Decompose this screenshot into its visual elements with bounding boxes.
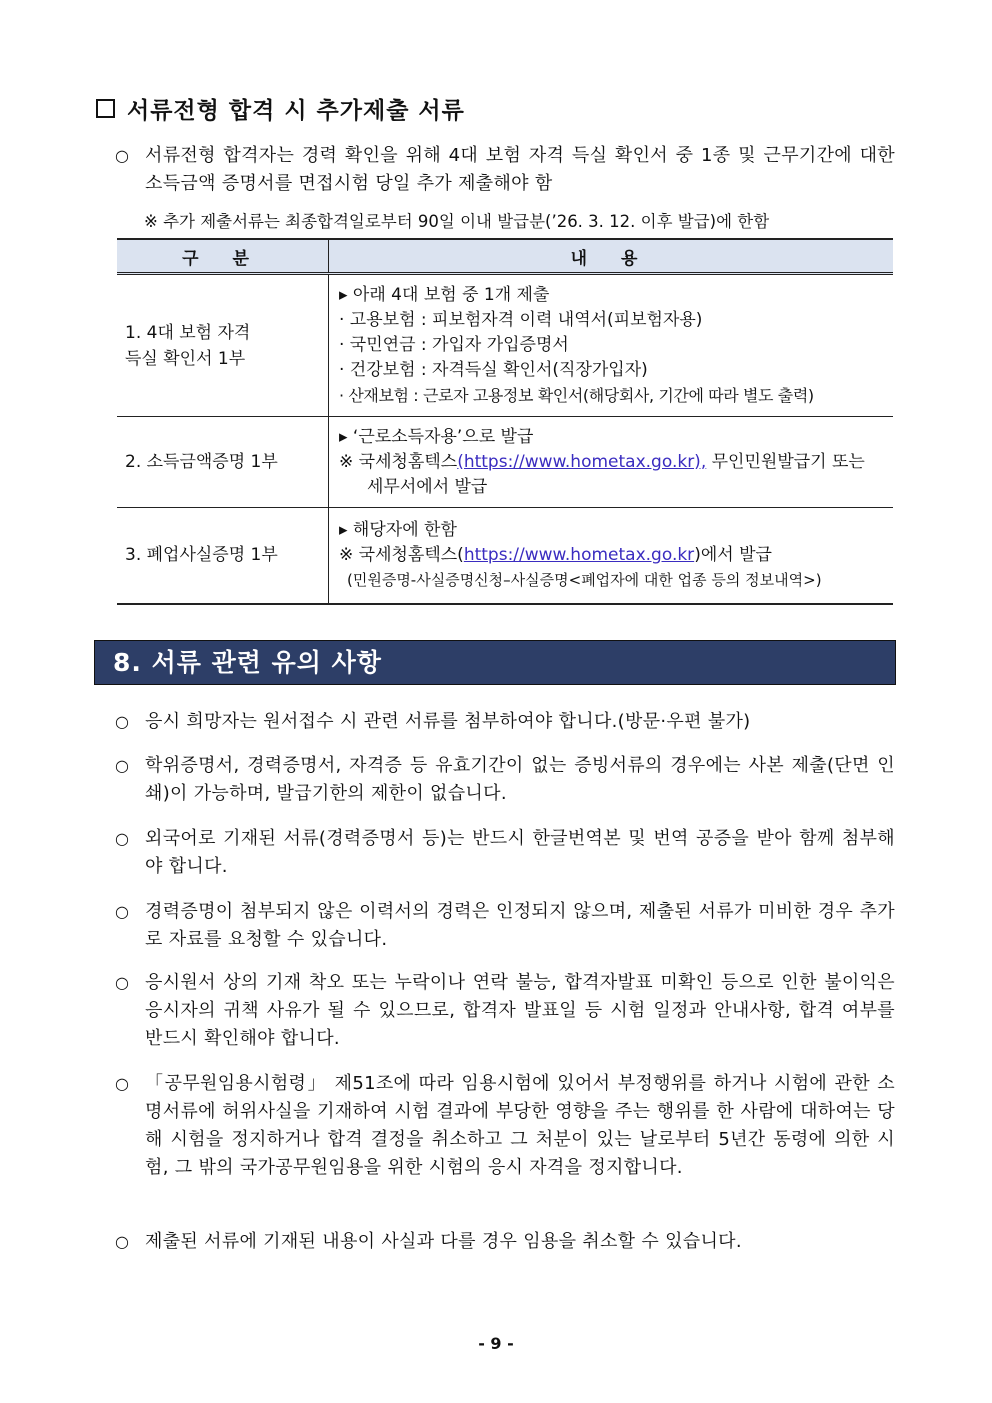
notice-item: ○ 응시 희망자는 원서접수 시 관련 서류를 첨부하여야 합니다.(방문·우편 불가): [115, 708, 895, 736]
notice-item: ○ 제출된 서류에 기재된 내용이 사실과 다를 경우 임용을 취소할 수 있습니다.: [115, 1228, 895, 1256]
page-number: - 9 -: [478, 1334, 514, 1353]
bullet-circle-icon: ○: [115, 1074, 129, 1093]
document-table: [117, 238, 893, 605]
bullet-circle-icon: ○: [115, 756, 129, 775]
row-content-income: ▸ ‘근로소득자용’으로 발급 ※ 국세청홈텍스(https://www.hometax.go.kr), 무인민원발급기 또는 세무서에서 발급: [329, 417, 894, 508]
row-content-insurance: ▸ 아래 4대 보험 중 1개 제출 · 고용보험 : 피보험자격 이력 내역서(피보험자용) · 국민연금 : 가입자 가입증명서 · 건강보험 : 자격득실 확인서(직장가입자) · 산재보험 : 근로자 고용정보 확인서(해당회사, 기간에 따라 별도 출력): [329, 274, 894, 417]
section-banner: 8. 서류 관련 유의 사항: [94, 640, 896, 685]
header-category: 구 분: [117, 239, 329, 274]
intro-bullet: ○ 서류전형 합격자는 경력 확인을 위해 4대 보험 자격 득실 확인서 중 1종 및 근무기간에 대한 소득금액 증명서를 면접시험 당일 추가 제출해야 함: [115, 142, 895, 198]
section-title: 서류전형 합격 시 추가제출 서류: [96, 92, 465, 125]
row-content-closure: ▸ 해당자에 한함 ※ 국세청홈텍스(https://www.hometax.go.kr)에서 발급 (민원증명-사실증명신청–사실증명<폐업자에 대한 업종 등의 정보내역>): [329, 508, 894, 604]
row-label-insurance: 1. 4대 보험 자격 득실 확인서 1부: [117, 274, 329, 417]
bullet-circle-icon: ○: [115, 1232, 129, 1251]
notice-item: ○ 외국어로 기재된 서류(경력증명서 등)는 반드시 한글번역본 및 번역 공증을 받아 함께 첨부해야 합니다.: [115, 825, 895, 881]
bullet-circle-icon: ○: [115, 712, 129, 731]
table-row: [117, 508, 893, 604]
issue-date-note: ※ 추가 제출서류는 최종합격일로부터 90일 이내 발급분(’26. 3. 12. 이후 발급)에 한함: [144, 212, 770, 231]
hometax-link[interactable]: https://www.hometax.go.kr: [463, 544, 695, 565]
notice-item: ○ 경력증명이 첨부되지 않은 이력서의 경력은 인정되지 않으며, 제출된 서류가 미비한 경우 추가로 자료를 요청할 수 있습니다.: [115, 898, 895, 954]
bullet-circle-icon: ○: [115, 902, 129, 921]
row-label-income: 2. 소득금액증명 1부: [117, 417, 329, 508]
bullet-circle-icon: ○: [115, 973, 129, 992]
table-row: [117, 274, 893, 417]
table-row: [117, 417, 893, 508]
row-label-closure: 3. 폐업사실증명 1부: [117, 508, 329, 604]
notice-item: ○ 학위증명서, 경력증명서, 자격증 등 유효기간이 없는 증빙서류의 경우에는 사본 제출(단면 인쇄)이 가능하며, 발급기한의 제한이 없습니다.: [115, 752, 895, 808]
checkbox-square-icon: [96, 99, 115, 118]
hometax-link[interactable]: (https://www.hometax.go.kr),: [457, 451, 707, 472]
notice-item: ○ 응시원서 상의 기재 착오 또는 누락이나 연락 불능, 합격자발표 미확인 등으로 인한 불이익은 응시자의 귀책 사유가 될 수 있으므로, 합격자 발표일 등 시험 일정과 안내사항, 합격 여부를 반드시 확인해야 합니다.: [115, 969, 895, 1053]
bullet-circle-icon: ○: [115, 146, 129, 165]
table-header-row: [117, 239, 893, 274]
bullet-circle-icon: ○: [115, 829, 129, 848]
header-content: 내 용: [329, 239, 894, 274]
notice-item: ○ 「공무원임용시험령」 제51조에 따라 임용시험에 있어서 부정행위를 하거나 시험에 관한 소명서류에 허위사실을 기재하여 시험 결과에 부당한 영향을 주는 행위를 한 사람에 대하여는 당해 시험을 정지하거나 합격 결정을 취소하고 그 처분이 있는 날로부터 5년간 동령에 의한 시험, 그 밖의 국가공무원임용을 위한 시험의 응시 자격을 정지합니다.: [115, 1070, 895, 1182]
